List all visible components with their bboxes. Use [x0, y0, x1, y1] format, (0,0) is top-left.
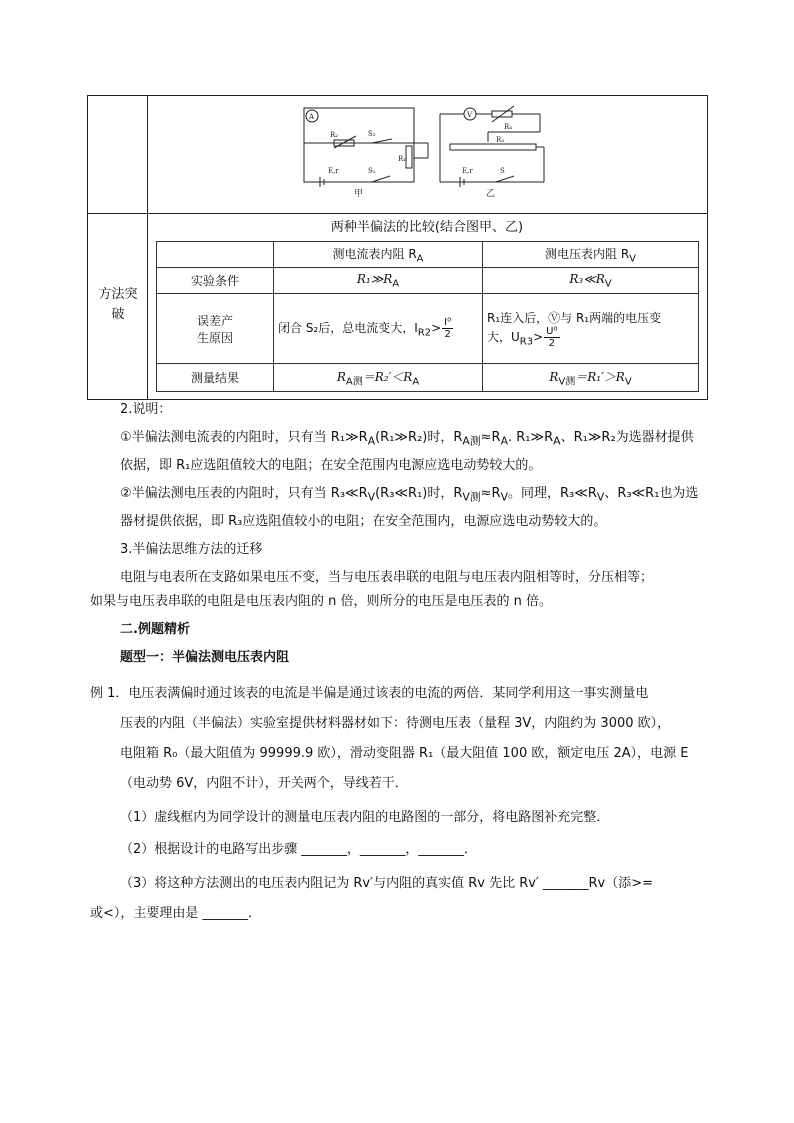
circuit-diagrams	[300, 100, 560, 200]
voltmeter-icon: V	[467, 111, 473, 119]
table-row-divider	[87, 213, 708, 214]
label-s1: S₁	[368, 167, 376, 175]
label-er-jia: E,r	[328, 167, 339, 175]
comparison-table	[156, 241, 699, 392]
header-ammeter: 测电流表内阻 $R_A$	[274, 242, 483, 268]
question-3a: （3）将这种方法测出的电压表内阻记为 Rv′与内阻的真实值 Rv 先比 Rv′ _______Rv（添>=	[120, 876, 654, 891]
example-line-2: 压表的内阻（半偏法）实验室提供材料器材如下：待测电压表（量程 3V，内阻约为 3000 欧），	[120, 716, 671, 731]
table-column-divider	[147, 95, 148, 400]
ammeter-icon: A	[309, 113, 315, 121]
label-r2: R₂	[330, 131, 339, 139]
error-label: 误差产 生原因	[157, 294, 274, 364]
topic-heading: 题型一：半偏法测电压表内阻	[120, 650, 290, 665]
circuit-yi	[440, 106, 544, 187]
question-2: （2）根据设计的电路写出步骤 _______，_______，_______．	[120, 842, 477, 857]
result-voltmeter: $R_{V测}=R_1'>R_V$	[483, 364, 699, 392]
condition-voltmeter: $R_3≪R_V$	[483, 268, 699, 294]
example-line-1: 例 1．电压表满偏时通过该表的电流是半偏是通过该表的电流的两倍．某同学利用这一事实测量电	[90, 686, 649, 701]
caption-jia: 甲	[354, 189, 364, 199]
label-r1: R₁	[398, 155, 407, 163]
heading-explanation: 2.说明：	[120, 402, 172, 417]
paragraph-3b: 如果与电压表串联的电阻是电压表内阻的 n 倍，则所分的电压是电压表的 n 倍。	[90, 594, 553, 609]
example-line-4: （电动势 6V，内阻不计），开关两个，导线若干．	[120, 776, 408, 791]
condition-ammeter: $R_1≫R_A$	[274, 268, 483, 294]
label-s2: S₂	[368, 130, 376, 138]
example-line-3: 电阻箱 R₀（最大阻值为 99999.9 欧），滑动变阻器 R₁（最大阻值 100 欧，额定电压 2A），电源 E	[120, 746, 689, 761]
question-1: （1）虚线框内为同学设计的测量电压表内阻的电路图的一部分，将电路图补充完整．	[120, 810, 610, 825]
condition-label: 实验条件	[157, 268, 274, 294]
caption-yi: 乙	[486, 189, 496, 199]
section-heading: 二.例题精析	[120, 622, 190, 637]
question-3b: 或<），主要理由是 _______．	[90, 906, 262, 921]
label-r3: R₃	[496, 136, 505, 144]
error-voltmeter: R₁连入后，Ⓥ与 R₁两端的电压变 大，$U_{R3}>$ $\frac{\text{U⁰}}{2}$	[483, 294, 699, 364]
paragraph-1a: ①半偏法测电流表的内阻时，只有当 $R_1≫R_A(R_1≫R_2)$时，$R_{A测}\approx R_A$. $R_1≫R_A$、R₁≫R₂为选器材提供	[120, 430, 694, 448]
header-voltmeter: 测电压表内阻 $R_V$	[483, 242, 699, 268]
result-ammeter: $R_{A测}=R_2'<R_A$	[274, 364, 483, 392]
label-s: S	[500, 167, 505, 175]
paragraph-1b: 依据，即 R₁应选阻值较大的电阻；在安全范围内电源应选电动势较大的。	[120, 458, 542, 473]
error-ammeter: 闭合 S₂后，总电流变大，$I_{R2}>$ $\frac{\text{I⁰}}{2}$	[274, 294, 483, 364]
heading-transfer: 3.半偏法思维方法的迁移	[120, 542, 263, 557]
row-label: 方法突 破	[98, 287, 138, 322]
result-label: 测量结果	[157, 364, 274, 392]
circuit-jia	[304, 108, 428, 187]
paragraph-3a: 电阻与电表所在支路如果电压不变，当与电压表串联的电阻与电压表内阻相等时，分压相等；	[120, 570, 654, 585]
paragraph-2a: ②半偏法测电压表的内阻时，只有当 $R_3≪R_V(R_3≪R_1)$时，$R_{V测}\approx R_V$。同理，$R_3≪R_V$、R₃≪R₁也为选	[120, 486, 699, 504]
label-er-yi: E,r	[462, 167, 473, 175]
label-r4: R₄	[504, 123, 513, 131]
comparison-title: 两种半偏法的比较(结合图甲、乙)	[330, 220, 524, 235]
paragraph-2b: 器材提供依据，即 R₃应选阻值较小的电阻；在安全范围内，电源应选电动势较大的。	[120, 514, 607, 529]
